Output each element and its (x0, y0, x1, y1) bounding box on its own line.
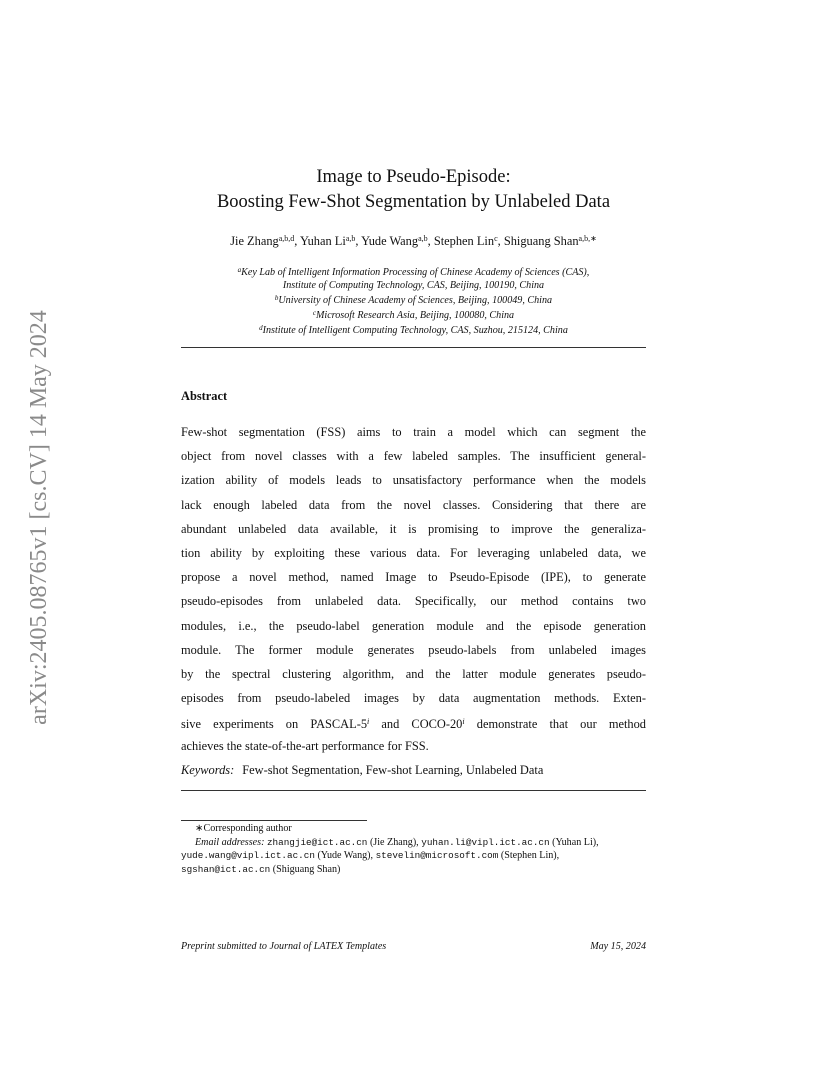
author-name: Yude Wang (361, 234, 419, 248)
abstract-line: object from novel classes with a few labeled samples. The insufficient general- (181, 449, 646, 464)
email-link[interactable]: zhangjie@ict.ac.cn (266, 836, 368, 848)
title-line-2: Boosting Few-Shot Segmentation by Unlabeled Data (216, 192, 611, 212)
page-footer (181, 941, 646, 952)
author-list: Jie Zhang$^{a,b,d}$, Yuhan Li$^{a,b}$, Yude Wang$^{a,b}$, Stephen Lin$^c$, Shiguang Shan$^{a,b,∗}$ (230, 234, 597, 248)
affiliation-line: $^b$University of Chinese Academy of Sciences, Beijing, 100049, China (274, 294, 553, 306)
email-link[interactable]: stevelin@microsoft.com (375, 850, 499, 861)
title-line-1: Image to Pseudo-Episode: (316, 167, 511, 187)
email-addresses: Email addresses: zhangjie@ict.ac.cn (Jie Zhang), yuhan.li@vipl.ict.ac.cn (Yuhan Li), yude.wang@vipl.ict.ac.cn (Yude Wang), stevelin@microsoft.com (Stephen Lin), sgshan@ict.ac.cn (Shiguang Shan) (181, 836, 599, 875)
abstract-line: by the spectral clustering algorithm, and the latter module generates pseudo- (181, 666, 646, 681)
footnote-rule (181, 820, 367, 821)
abstract-line: pseudo-episodes from unlabeled data. Specifically, our method contains two (181, 594, 646, 609)
abstract-line: ization ability of models leads to unsatisfactory performance when the models (181, 473, 646, 488)
abstract-line: achieves the state-of-the-art performance for FSS. (181, 739, 429, 754)
abstract-body (181, 420, 646, 759)
affiliation-line: Institute of Computing Technology, CAS, Beijing, 100190, China (282, 280, 545, 291)
email-link[interactable]: sgshan@ict.ac.cn (181, 863, 271, 875)
author-name: Yuhan Li (300, 234, 346, 248)
paper-title (181, 165, 646, 215)
abstract-heading: Abstract (181, 389, 228, 403)
corresponding-author-note: ∗Corresponding author (195, 823, 292, 834)
abstract-line: tion ability by exploiting these various data. For leveraging unlabeled data, we (181, 545, 646, 560)
keywords-text: Few-shot Segmentation, Few-shot Learning, Unlabeled Data (242, 763, 544, 777)
abstract-line: propose a novel method, named Image to Pseudo-Episode (IPE), to generate (181, 570, 646, 585)
author-affil-marker: a,b,d (278, 234, 295, 243)
abstract-line: episodes from pseudo-labeled images by data augmentation methods. Exten- (181, 691, 646, 706)
author-affil-marker: a,b (418, 234, 428, 243)
arxiv-identifier: arXiv:2405.08765v1 [cs.CV] 14 May 2024 (25, 310, 52, 725)
footnote (181, 822, 646, 876)
keywords-label: Keywords: (181, 763, 235, 777)
abstract-line: lack enough labeled data from the novel classes. Considering that there are (181, 497, 646, 512)
abstract-line: sive experiments on PASCAL-5$^i$ and COCO-20$^i$ demonstrate that our method (181, 717, 647, 732)
author-name: Shiguang Shan (503, 234, 579, 248)
author-name: Jie Zhang (230, 234, 279, 248)
abstract-line: abundant unlabeled data available, it is promising to improve the generaliza- (181, 521, 646, 536)
abstract-bottom-rule (181, 790, 646, 791)
abstract-line: Few-shot segmentation (FSS) aims to train a model which can segment the (181, 425, 646, 439)
abstract-line: module. The former module generates pseudo-labels from unlabeled images (181, 642, 646, 657)
affiliation-line: $^c$Microsoft Research Asia, Beijing, 100080, China (312, 309, 515, 321)
abstract-top-rule (181, 347, 646, 348)
author-affil-marker: a,b (345, 234, 356, 243)
affiliations (150, 264, 677, 337)
abstract-line: modules, i.e., the pseudo-label generation module and the episode generation (181, 618, 646, 633)
author-affil-marker: a,b,∗ (578, 234, 597, 243)
author-name: Stephen Lin (433, 234, 495, 248)
email-link[interactable]: yude.wang@vipl.ict.ac.cn (181, 850, 315, 861)
author-affil-marker: c (494, 234, 498, 243)
affiliation-line: $^d$Institute of Intelligent Computing Technology, CAS, Suzhou, 215124, China (259, 324, 568, 336)
email-link[interactable]: yuhan.li@vipl.ict.ac.cn (421, 836, 550, 848)
footer-preprint-note: Preprint submitted to Journal of LATEX Templates (181, 941, 387, 952)
arxiv-side-stamp (24, 275, 54, 760)
keywords (181, 763, 646, 778)
affiliation-line: $^a$Key Lab of Intelligent Information Processing of Chinese Academy of Sciences (CAS), (237, 266, 590, 278)
footer-date: May 15, 2024 (590, 941, 646, 952)
